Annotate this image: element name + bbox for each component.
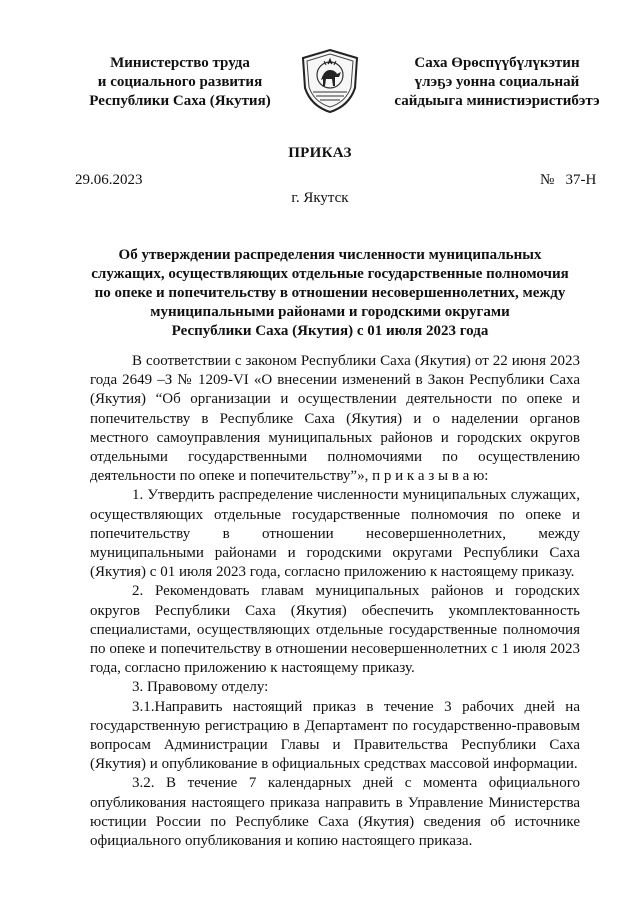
ministry-name-yakut xyxy=(372,54,622,111)
coat-of-arms-emblem-icon xyxy=(299,48,361,114)
header-left-line: Республики Саха (Якутия) xyxy=(89,93,271,109)
clause-3-paragraph: 3. Правовому отделу: xyxy=(132,679,269,696)
clause-3-2-paragraph: 3.2. В течение 7 календарных дней с момента официального опубликования настоящего приказа направить в Управление Министерства юстиции России по Республике Саха (Якутия) сведения об источнике официального опубликования и копию настоящего приказа. xyxy=(90,775,580,850)
order-city: г. Якутск xyxy=(291,190,349,206)
subject-line: служащих, осуществляющих отдельные государственные полномочия xyxy=(91,266,569,282)
ministry-name-russian xyxy=(60,54,300,111)
order-date: 29.06.2023 xyxy=(75,172,143,188)
clause-1-paragraph: 1. Утвердить распределение численности муниципальных служащих, осуществляющих отдельные государственные полномочия по опеке и попечительству в отношении несовершеннолетних, между муниципальными районами и городскими округами Республики Саха (Якутия) с 01 июля 2023 года, согласно приложению к настоящему приказу. xyxy=(90,487,580,581)
header-right-line: сайдыыга министиэристибэтэ xyxy=(394,93,600,109)
header-left-line: Министерство труда xyxy=(110,55,250,71)
subject-line: Республики Саха (Якутия) с 01 июля 2023 года xyxy=(171,323,489,339)
order-subject xyxy=(90,246,570,341)
order-title: ПРИКАЗ xyxy=(288,145,352,161)
subject-line: Об утверждении распределения численности муниципальных xyxy=(118,247,542,263)
header-left-line: и социального развития xyxy=(97,74,263,90)
order-body xyxy=(90,352,580,851)
clause-3-1-paragraph: 3.1.Направить настоящий приказ в течение 3 рабочих дней на государственную регистрацию в Департамент по государственно-правовым вопросам Администрации Главы и Правительства Республики Саха (Якутия) и опубликование в официальных средствах массовой информации. xyxy=(90,698,580,773)
preamble-paragraph: В соответствии с законом Республики Саха (Якутия) от 22 июня 2023 года 2649 –З № 1209-VI «О внесении изменений в Закон Республики Саха (Якутия) “Об организации и осуществлении деятельности по опеке и попечительству в Республике Саха (Якутия) и о наделении органов местного самоуправления муниципальных районов и городских округов отдельными государственными полномочиями по осуществлению деятельности по опеке и попечительству”», п р и к а з ы в а ю: xyxy=(90,353,580,485)
header-right-line: Саха Өрөспүүбүлүкэтин xyxy=(414,55,580,71)
clause-2-paragraph: 2. Рекомендовать главам муниципальных районов и городских округов Республики Саха (Якутия) обеспечить укомплектованность специалистами, осуществляющих отдельные государственные полномочия по опеке и попечительству в отношении несовершеннолетних с 1 июля 2023 года, согласно приложению к настоящему приказу. xyxy=(90,583,580,677)
subject-line: муниципальными районами и городскими округами xyxy=(150,304,510,320)
subject-line: по опеке и попечительству в отношении несовершеннолетних, между xyxy=(94,285,566,301)
order-number: № 37-Н xyxy=(540,172,597,188)
header-right-line: үлэҕэ уонна социальнай xyxy=(414,74,580,90)
